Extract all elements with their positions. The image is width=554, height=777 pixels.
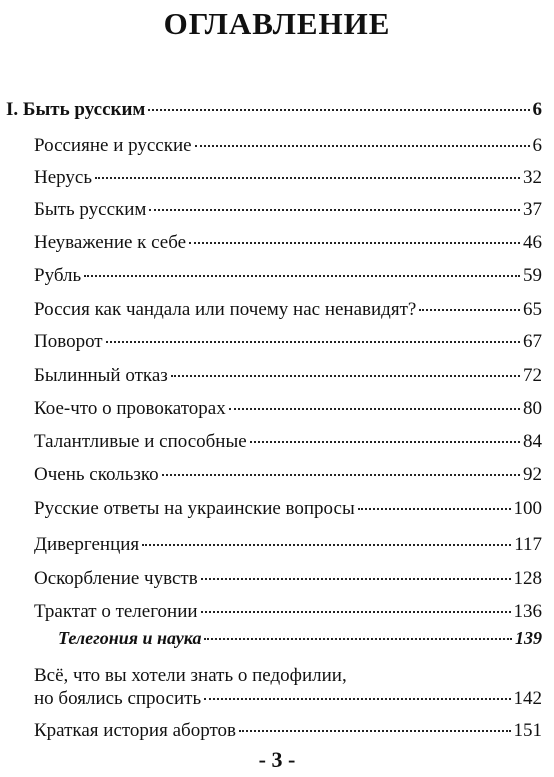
toc-entry-page: 136 (513, 601, 542, 622)
toc-entry-line1: Всё, что вы хотели знать о педофилии, (34, 665, 347, 686)
toc-heading: ОГЛАВЛЕНИЕ (163, 6, 391, 41)
toc-entry-title: Русские ответы на украинские вопросы (34, 498, 355, 519)
dot-leader (148, 109, 529, 111)
toc-entry-title: Россия как чандала или почему нас ненавидят? (34, 299, 417, 320)
dot-leader (201, 611, 511, 613)
toc-entry (34, 719, 542, 743)
toc-entry-title: Россияне и русские (34, 135, 192, 156)
toc-entry (34, 497, 542, 521)
toc-entry-page: 72 (523, 365, 542, 386)
toc-entry-page: 80 (523, 398, 542, 419)
dot-leader (195, 145, 530, 147)
toc-entry (34, 430, 542, 454)
toc-subentry (58, 626, 542, 650)
toc-entry (34, 330, 542, 354)
toc-subentry-page: 139 (515, 628, 542, 648)
dot-leader (229, 408, 520, 410)
toc-entry-title: Очень скользко (34, 464, 159, 485)
dot-leader (201, 578, 511, 580)
toc-subentry-title: Телегония и наука (58, 628, 202, 648)
dot-leader (171, 375, 520, 377)
toc-part-page: 6 (532, 99, 542, 120)
dot-leader (250, 441, 520, 443)
dot-leader (204, 698, 510, 700)
toc-entry (34, 231, 542, 255)
toc-entry (34, 600, 542, 624)
toc-entry-page: 46 (523, 232, 542, 253)
toc-entry (34, 134, 542, 158)
toc-entry-title: Талантливые и способные (34, 431, 247, 452)
toc-entry-title: Кое-что о провокаторах (34, 398, 226, 419)
toc-entry (34, 567, 542, 591)
dot-leader (142, 544, 511, 546)
toc-entry-page: 151 (513, 720, 542, 741)
toc-entry-title: Поворот (34, 331, 103, 352)
toc-entry (34, 198, 542, 222)
dot-leader (95, 177, 520, 179)
toc-entry (34, 298, 542, 322)
dot-leader (149, 209, 520, 211)
toc-entry (34, 687, 542, 711)
dot-leader (84, 275, 520, 277)
dot-leader (204, 638, 512, 640)
toc-entry-title: Быть русским (34, 199, 147, 220)
toc-entry-title: Краткая история абортов (34, 720, 236, 741)
page-number: - 3 - (258, 747, 296, 772)
toc-entry-page: 128 (513, 568, 542, 589)
toc-entry-page: 59 (523, 265, 542, 286)
dot-leader (239, 730, 511, 732)
toc-part-entry (6, 98, 542, 122)
toc-entry-page: 142 (513, 688, 542, 709)
toc-entry-page: 67 (523, 331, 542, 352)
toc-entry-title: Рубль (34, 265, 82, 286)
dot-leader (106, 341, 520, 343)
toc-entry (34, 364, 542, 388)
toc-entry-page: 65 (523, 299, 542, 320)
toc-entry-page: 6 (532, 135, 542, 156)
toc-entry (34, 533, 542, 557)
toc-entry (34, 166, 542, 190)
toc-entry-title: Нерусь (34, 167, 93, 188)
toc-entry-title: Оскорбление чувств (34, 568, 198, 589)
dot-leader (358, 508, 511, 510)
toc-entry-title: Трактат о телегонии (34, 601, 198, 622)
toc-entry-title: Былинный отказ (34, 365, 168, 386)
dot-leader (189, 242, 520, 244)
toc-entry-page: 100 (513, 498, 542, 519)
toc-entry-page: 37 (523, 199, 542, 220)
toc-entry-page: 92 (523, 464, 542, 485)
toc-entry (34, 397, 542, 421)
toc-part-title: I. Быть русским (6, 99, 146, 120)
toc-entry-page: 32 (523, 167, 542, 188)
toc-entry-page: 117 (514, 534, 542, 555)
toc-entry (34, 264, 542, 288)
dot-leader (162, 474, 520, 476)
toc-entry-title: но боялись спросить (34, 688, 202, 709)
dot-leader (419, 309, 520, 311)
toc-entry (34, 463, 542, 487)
toc-entry-title: Дивергенция (34, 534, 140, 555)
toc-entry-title: Неуважение к себе (34, 232, 187, 253)
toc-entry-page: 84 (523, 431, 542, 452)
